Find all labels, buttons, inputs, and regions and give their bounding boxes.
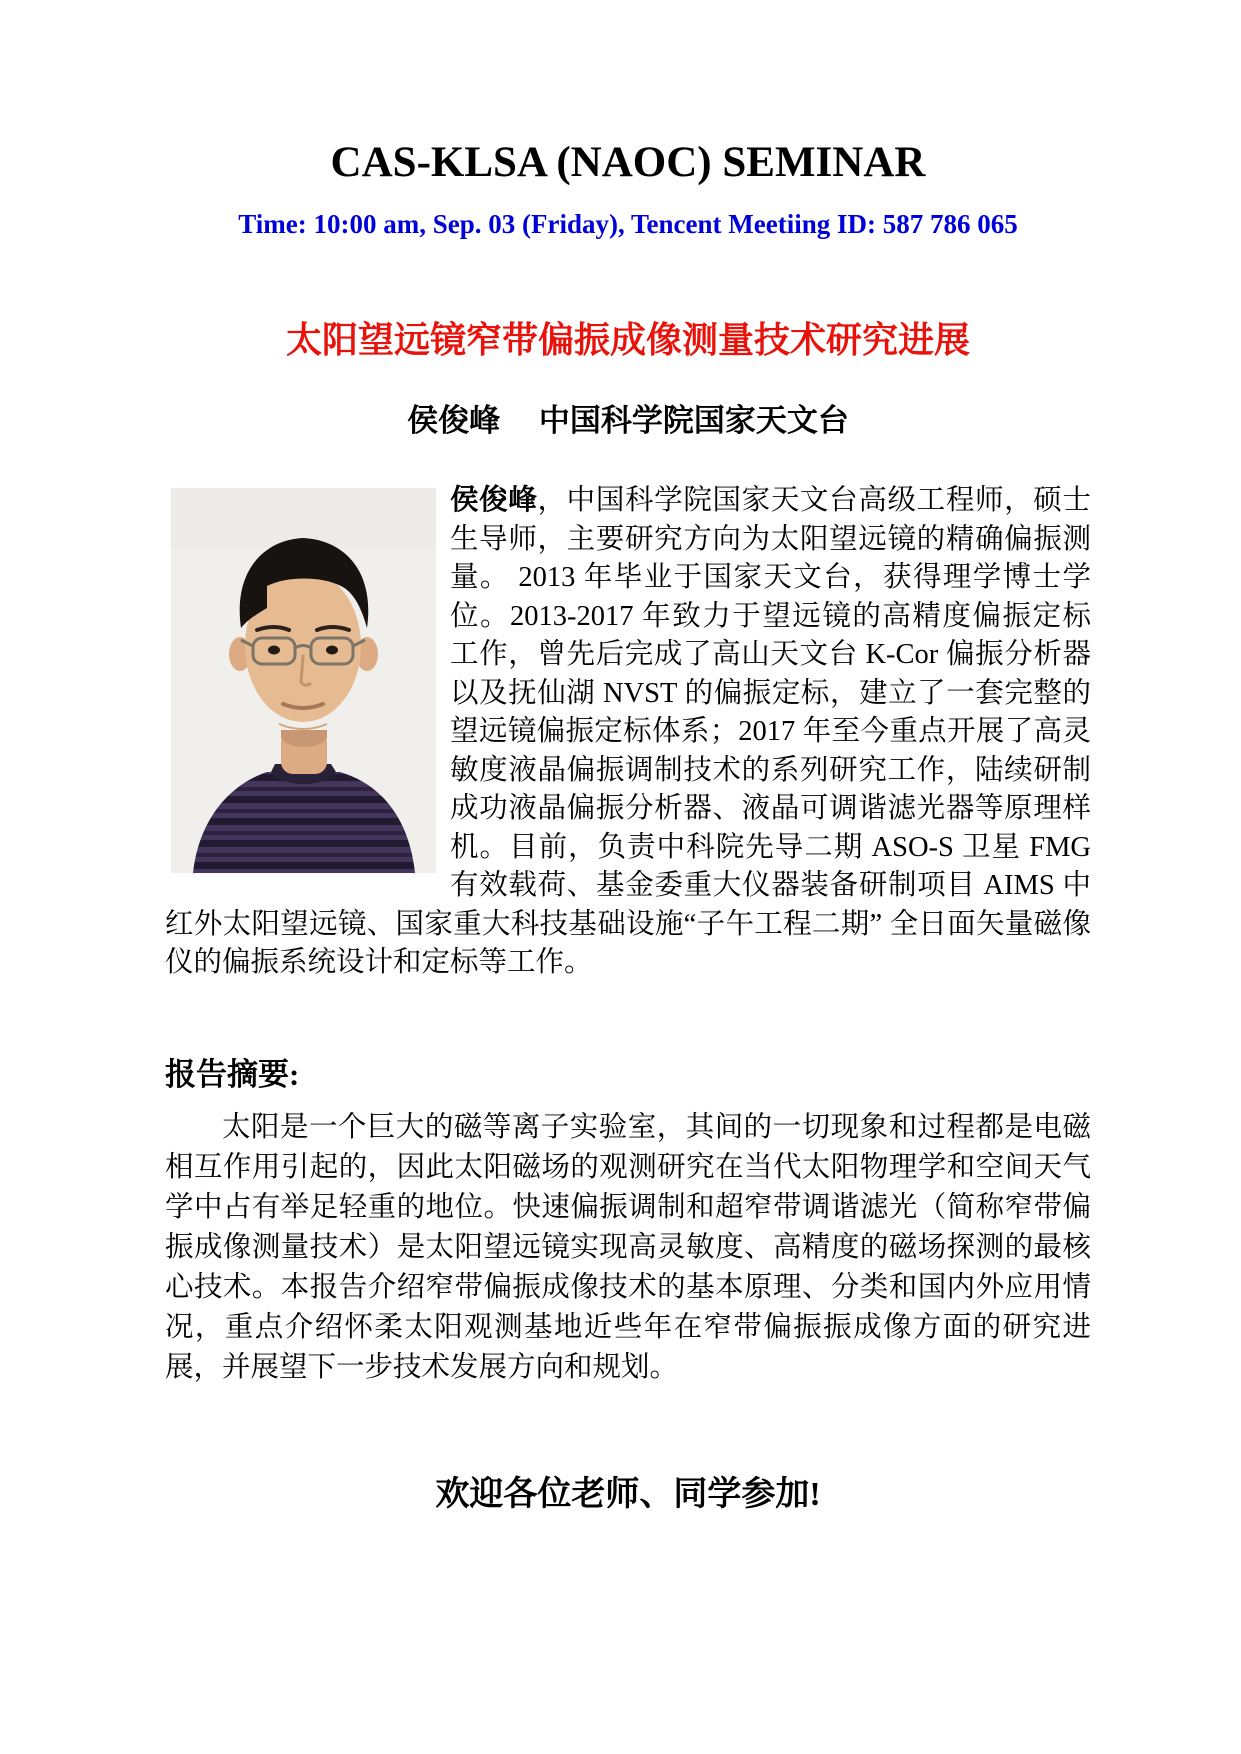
seminar-title: CAS-KLSA (NAOC) SEMINAR [330,139,926,186]
bio-speaker-name: 侯俊峰 [450,485,538,516]
page-content [165,0,1091,1515]
speaker-portrait-photo [171,488,436,873]
closing-welcome-line: 欢迎各位老师、同学参加! [435,1475,821,1513]
seminar-time-meeting-id: Time: 10:00 am, Sep. 03 (Friday), Tencent Meetiing ID: 587 786 065 [238,209,1018,239]
speaker-bio-block [165,482,1091,983]
speaker-portrait-illustration [171,488,436,873]
talk-title: 太阳望远镜窄带偏振成像测量技术研究进展 [285,320,970,360]
abstract-text: 太阳是一个巨大的磁等离子实验室，其间的一切现象和过程都是电磁相互作用引起的，因此太阳磁场的观测研究在当代太阳物理学和空间天气学中占有举足轻重的地位。快速偏振调制和超窄带调谐滤光（简称窄带偏振成像测量技术）是太阳望远镜实现高灵敏度、高精度的磁场探测的最核心技术。本报告介绍窄带偏振成像技术的基本原理、分类和国内外应用情况，重点介绍怀柔太阳观测基地近些年在窄带偏振振成像方面的研究进展，并展望下一步技术发展方向和规划。 [165,1111,1091,1383]
abstract-heading: 报告摘要: [165,1056,300,1092]
bio-text: ，中国科学院国家天文台高级工程师，硕士生导师，主要研究方向为太阳望远镜的精确偏振测量。 2013 年毕业于国家天文台，获得理学博士学位。2013-2017 年致力于望远镜的高精度偏振定标工作，曾先后完成了高山天文台 K-Cor 偏振分析器以及抚仙湖 NVST 的偏振定标，建立了一套完整的望远镜偏振定标体系；2017 年至今重点开展了高灵敏度液晶偏振调制技术的系列研究工作，陆续研制成功液晶偏振分析器、液晶可调谐滤光器等原理样机。目前，负责中科院先导二期 ASO-S 卫星 FMG 有效载荷、基金委重大仪器装备研制项目 AIMS 中红外太阳望远镜、国家重大科技基础设施“子午工程二期” 全日面矢量磁像仪的偏振系统设计和定标等工作。 [165,485,1091,978]
speaker-and-affiliation: 侯俊峰 中国科学院国家天文台 [407,403,849,438]
